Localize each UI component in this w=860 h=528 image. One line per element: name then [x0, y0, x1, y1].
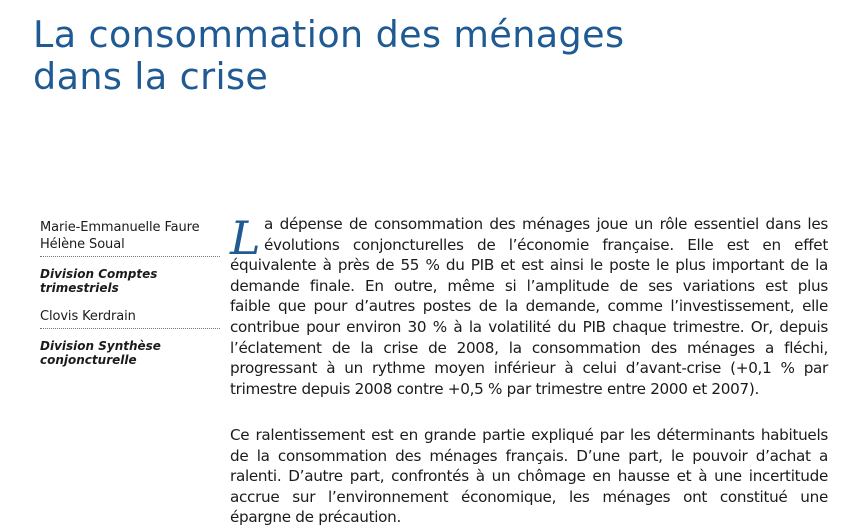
paragraph-line: faible que pour d’autres postes de la demande, comme l’investissement, elle	[230, 297, 828, 316]
division-line: Division Comptes	[40, 267, 158, 281]
paragraph-line: trimestre depuis 2008 contre +0,5 % par trimestre entre 2000 et 2007).	[230, 379, 760, 398]
author-group-1	[40, 219, 220, 257]
author-division-1	[40, 267, 220, 295]
article-title	[33, 14, 624, 98]
author-name: Marie-Emmanuelle Faure	[40, 220, 200, 235]
author-name: Hélène Soual	[40, 237, 125, 252]
paragraph-line: l’éclatement de la crise de 2008, la consommation des ménages a fléchi,	[230, 338, 828, 357]
drop-cap: L	[230, 211, 261, 265]
paragraph-line: contribue pour environ 30 % à la volatilité du PIB chaque trimestre. Or, depuis	[230, 317, 828, 336]
article-title-line-1: La consommation des ménages	[33, 13, 625, 56]
paragraph-line: demande finale. En outre, même si l’amplitude de ses variations est plus	[230, 276, 828, 295]
paragraph-line: épargne de précaution.	[230, 508, 402, 527]
article-title-line-2: dans la crise	[33, 55, 269, 98]
paragraph-line: a dépense de consommation des ménages joue un rôle essentiel dans les	[264, 215, 828, 233]
paragraph-line: Ce ralentissement est en grande partie expliqué par les déterminants habituels	[230, 426, 828, 444]
paragraph-line: accrue sur l’environnement économique, les ménages ont constitué une	[230, 487, 828, 506]
paragraph-line: de la consommation des ménages français. D’une part, le pouvoir d’achat a	[230, 446, 828, 465]
division-line: Division Synthèse	[40, 339, 161, 353]
division-line: trimestriels	[40, 281, 119, 295]
paragraph-2	[230, 425, 828, 528]
author-sidebar	[40, 219, 220, 367]
author-name: Clovis Kerdrain	[40, 309, 136, 324]
paragraph-1	[230, 211, 828, 399]
author-group-2	[40, 308, 220, 329]
paragraph-line: progressant à un rythme moyen inférieur à celui d’avant-crise (+0,1 % par	[230, 359, 828, 378]
paragraph-line: ralenti. D’autre part, confrontés à un chômage en hausse et à une incertitude	[230, 467, 828, 486]
division-line: conjoncturelle	[40, 353, 137, 367]
paragraph-line: équivalente à près de 55 % du PIB et est ainsi le poste le plus important de la	[230, 256, 828, 275]
paragraph-line: évolutions conjoncturelles de l’économie française. Elle est en effet	[264, 235, 828, 254]
author-division-2	[40, 339, 220, 367]
